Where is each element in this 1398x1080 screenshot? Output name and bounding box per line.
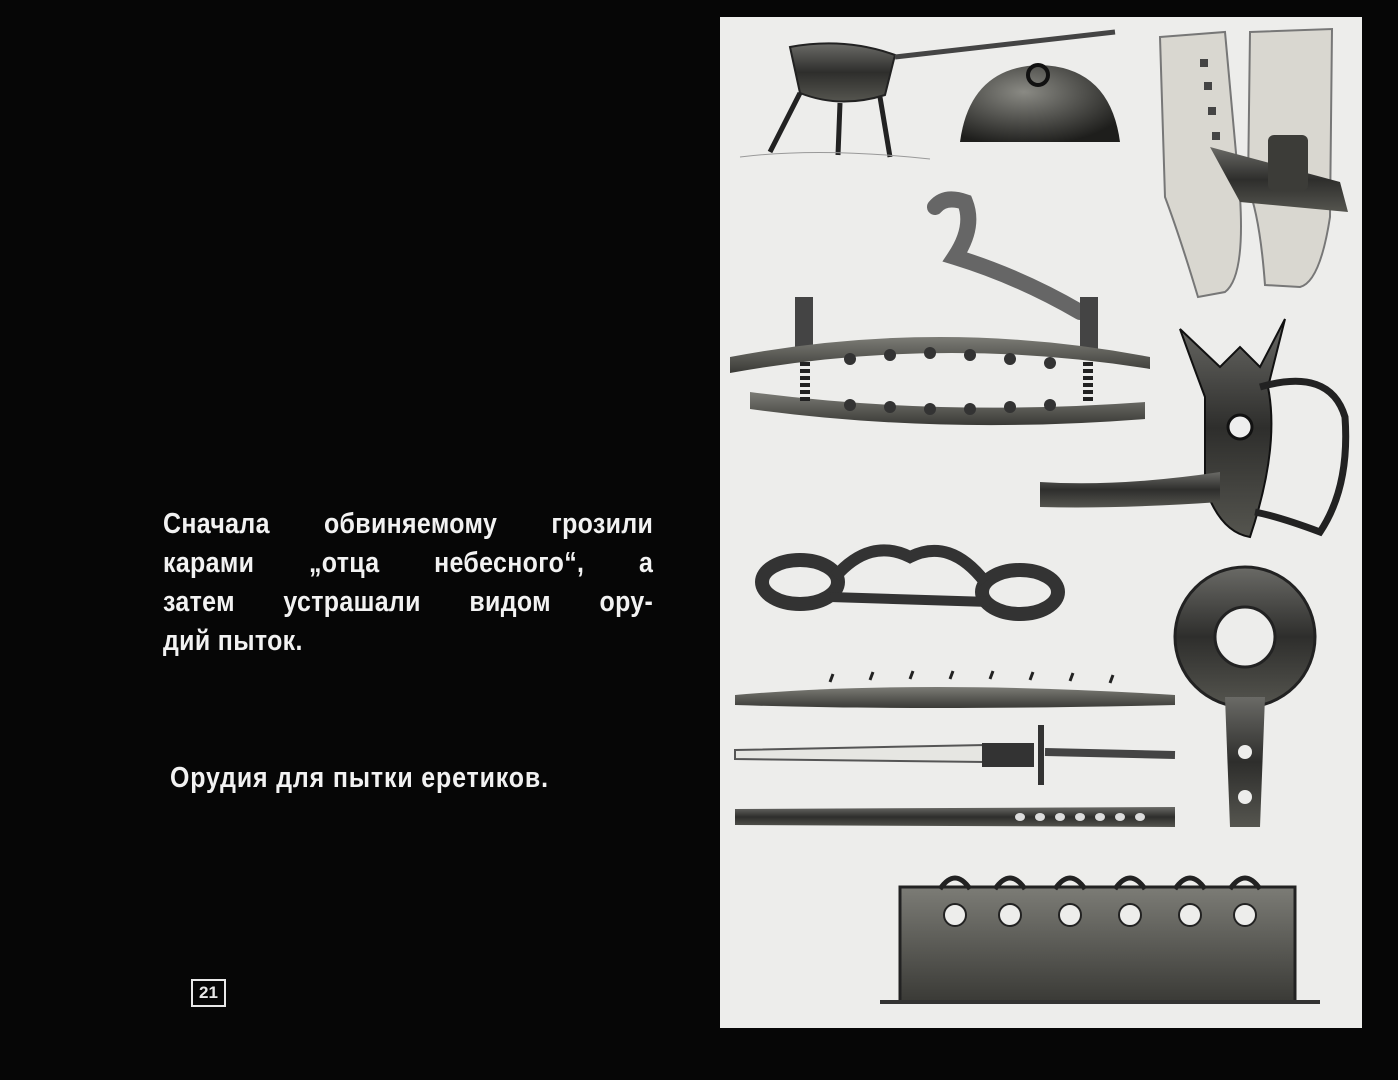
illustration-caption: Орудия для пытки еретиков.	[170, 762, 549, 794]
caption-line-4: дий пыток.	[163, 625, 303, 657]
spiked-collar	[1175, 567, 1315, 827]
sword	[735, 725, 1175, 785]
caption-line-2: карами „отца небесного“, а	[163, 547, 654, 579]
instruments-drawing	[720, 17, 1362, 1028]
caption-line-1: Сначала обвиняемому грозили	[163, 508, 654, 540]
torture-instruments-illustration	[720, 17, 1362, 1028]
caption-text	[163, 505, 653, 661]
frame-number-badge: 21	[191, 979, 226, 1007]
caption-line-3: затем устрашали видом ору-	[163, 586, 654, 618]
leg-boots	[1160, 29, 1348, 297]
perforated-bar	[735, 807, 1175, 827]
shackles	[762, 550, 1058, 614]
iron-dome	[960, 65, 1120, 142]
spiked-roller	[735, 671, 1175, 708]
spiked-press	[730, 199, 1150, 425]
stocks	[880, 878, 1320, 1002]
